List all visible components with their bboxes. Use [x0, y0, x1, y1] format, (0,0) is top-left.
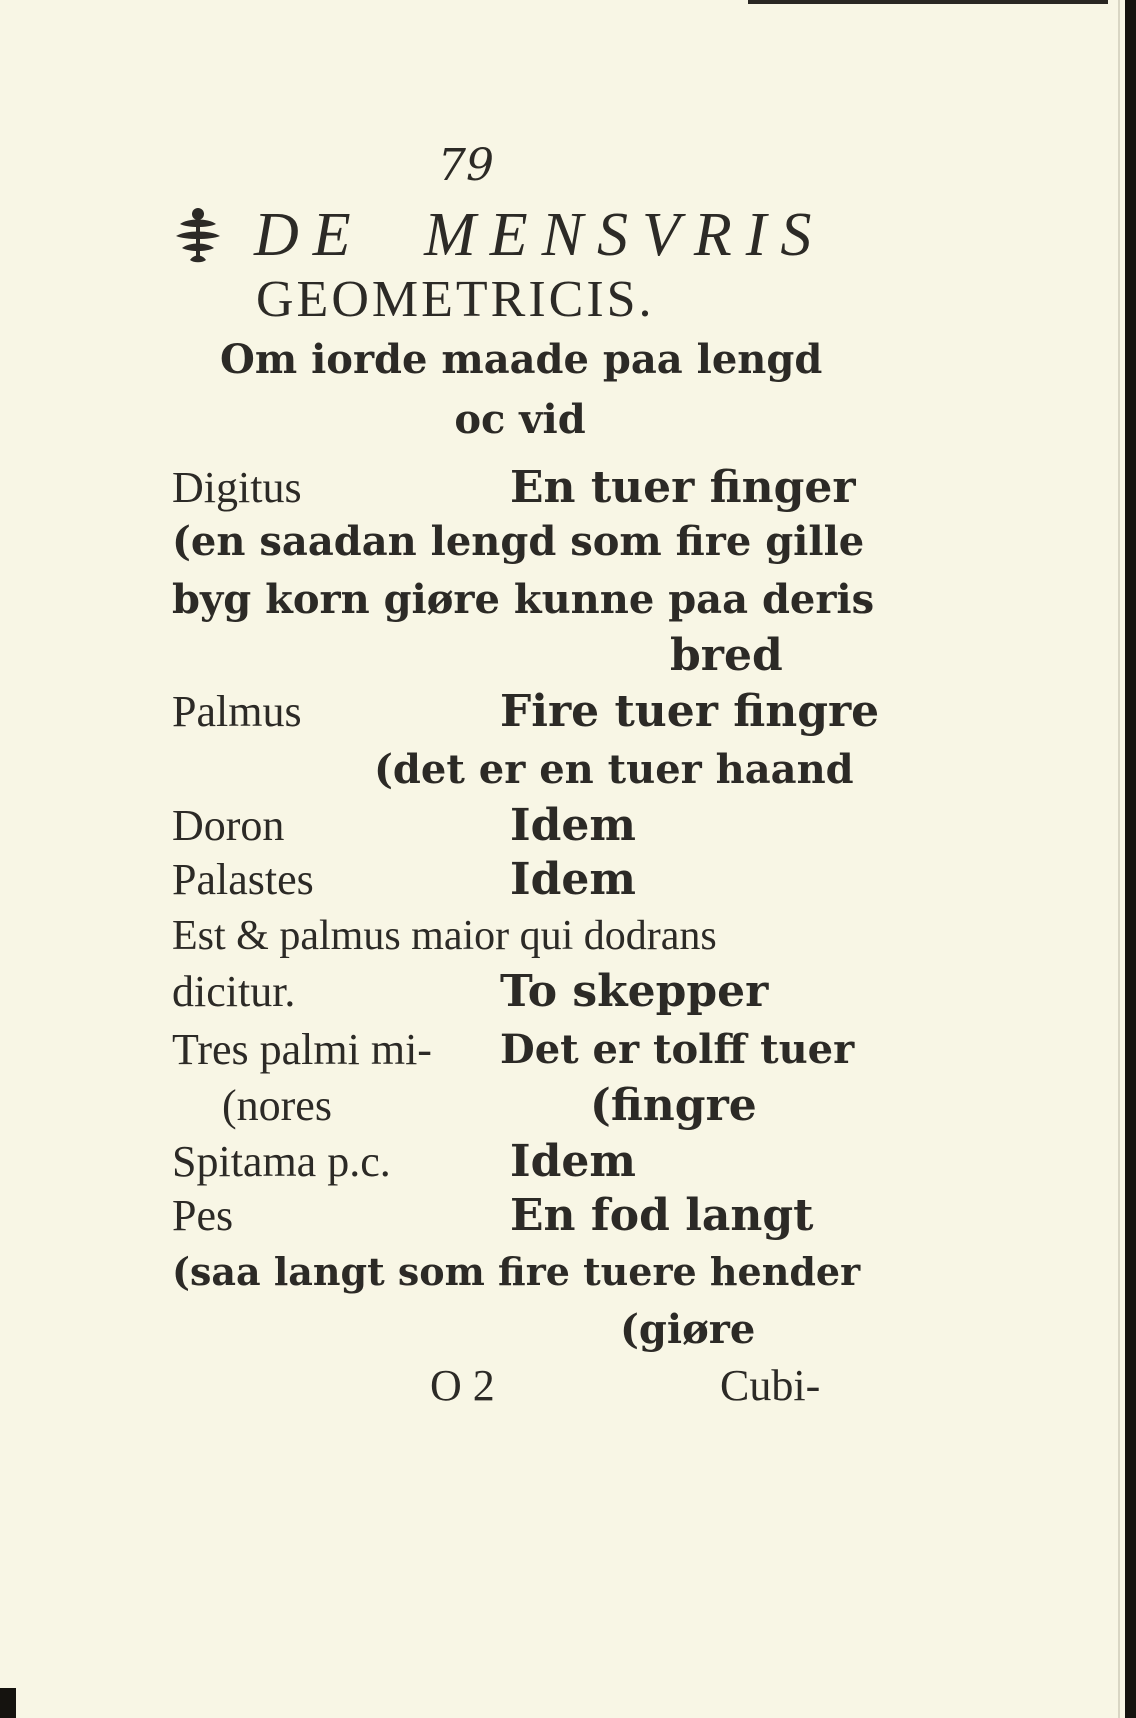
entry-latin: Est & palmus maior qui dodrans [172, 913, 717, 959]
entry-row [172, 1078, 852, 1134]
entry-row [172, 908, 852, 964]
subtitle [220, 330, 823, 450]
entry-danish: bred [670, 630, 783, 681]
title-text-main: DE MENSVRIS [254, 200, 826, 269]
scan-edge-left [0, 1688, 16, 1718]
fleuron-icon [172, 206, 224, 264]
entry-latin: Tres palmi mi- [172, 1025, 432, 1074]
entry-row [172, 572, 875, 628]
subtitle-line-2: oc vid [454, 396, 586, 443]
entry-row [172, 1022, 855, 1078]
entry-danish: Idem [510, 1136, 636, 1187]
entry-danish: Det er tolff tuer [500, 1026, 855, 1073]
title-line-2: GEOMETRICIS. [256, 271, 655, 328]
page-number: 79 [438, 140, 494, 191]
entry-danish: (fingre [590, 1080, 757, 1131]
entry-danish: Fire tuer fingre [500, 686, 880, 737]
scan-edge-top [748, 0, 1108, 4]
entry-latin: Palastes [172, 855, 314, 904]
entry-row [172, 628, 852, 684]
entry-latin: Pes [172, 1191, 234, 1240]
entry-latin: Palmus [172, 687, 302, 736]
entry-latin: Spitama p.c. [172, 1137, 391, 1186]
entry-row [172, 742, 852, 798]
footer-row [172, 1358, 852, 1414]
entry-latin: Doron [172, 801, 285, 850]
entry-row [172, 514, 865, 570]
entry-row [172, 1188, 852, 1244]
entry-danish: Idem [510, 800, 636, 851]
signature-mark: O 2 [430, 1361, 495, 1410]
entry-danish: (giøre [620, 1306, 756, 1353]
entry-danish: byg korn giøre kunne paa deris [172, 576, 875, 623]
entry-latin: dicitur. [172, 967, 296, 1016]
entry-row [172, 1244, 861, 1300]
entry-danish: (en saadan lengd som fire gille [172, 518, 865, 565]
scan-edge-right [1125, 0, 1136, 1718]
entry-row [172, 852, 852, 908]
entry-danish: En tuer finger [510, 462, 856, 513]
title-line-1 [172, 200, 852, 270]
entry-danish: (saa langt som fire tuere hender [172, 1249, 861, 1294]
entry-row [172, 460, 856, 516]
entry-danish: Idem [510, 854, 636, 905]
scan-edge-shadow [1118, 0, 1120, 1718]
entry-row [172, 684, 880, 740]
entry-danish: To skepper [500, 966, 769, 1017]
subtitle-line-1: Om iorde maade paa lengd [220, 336, 823, 383]
catchword: Cubi- [720, 1361, 821, 1410]
entry-row [172, 964, 852, 1020]
entry-latin: (nores [222, 1081, 332, 1130]
entry-row [172, 1134, 852, 1190]
entry-latin: Digitus [172, 463, 302, 512]
entry-row [172, 798, 852, 854]
entry-danish: (det er en tuer haand [374, 746, 854, 793]
entry-danish: En fod langt [510, 1190, 814, 1241]
entry-row [172, 1302, 852, 1358]
